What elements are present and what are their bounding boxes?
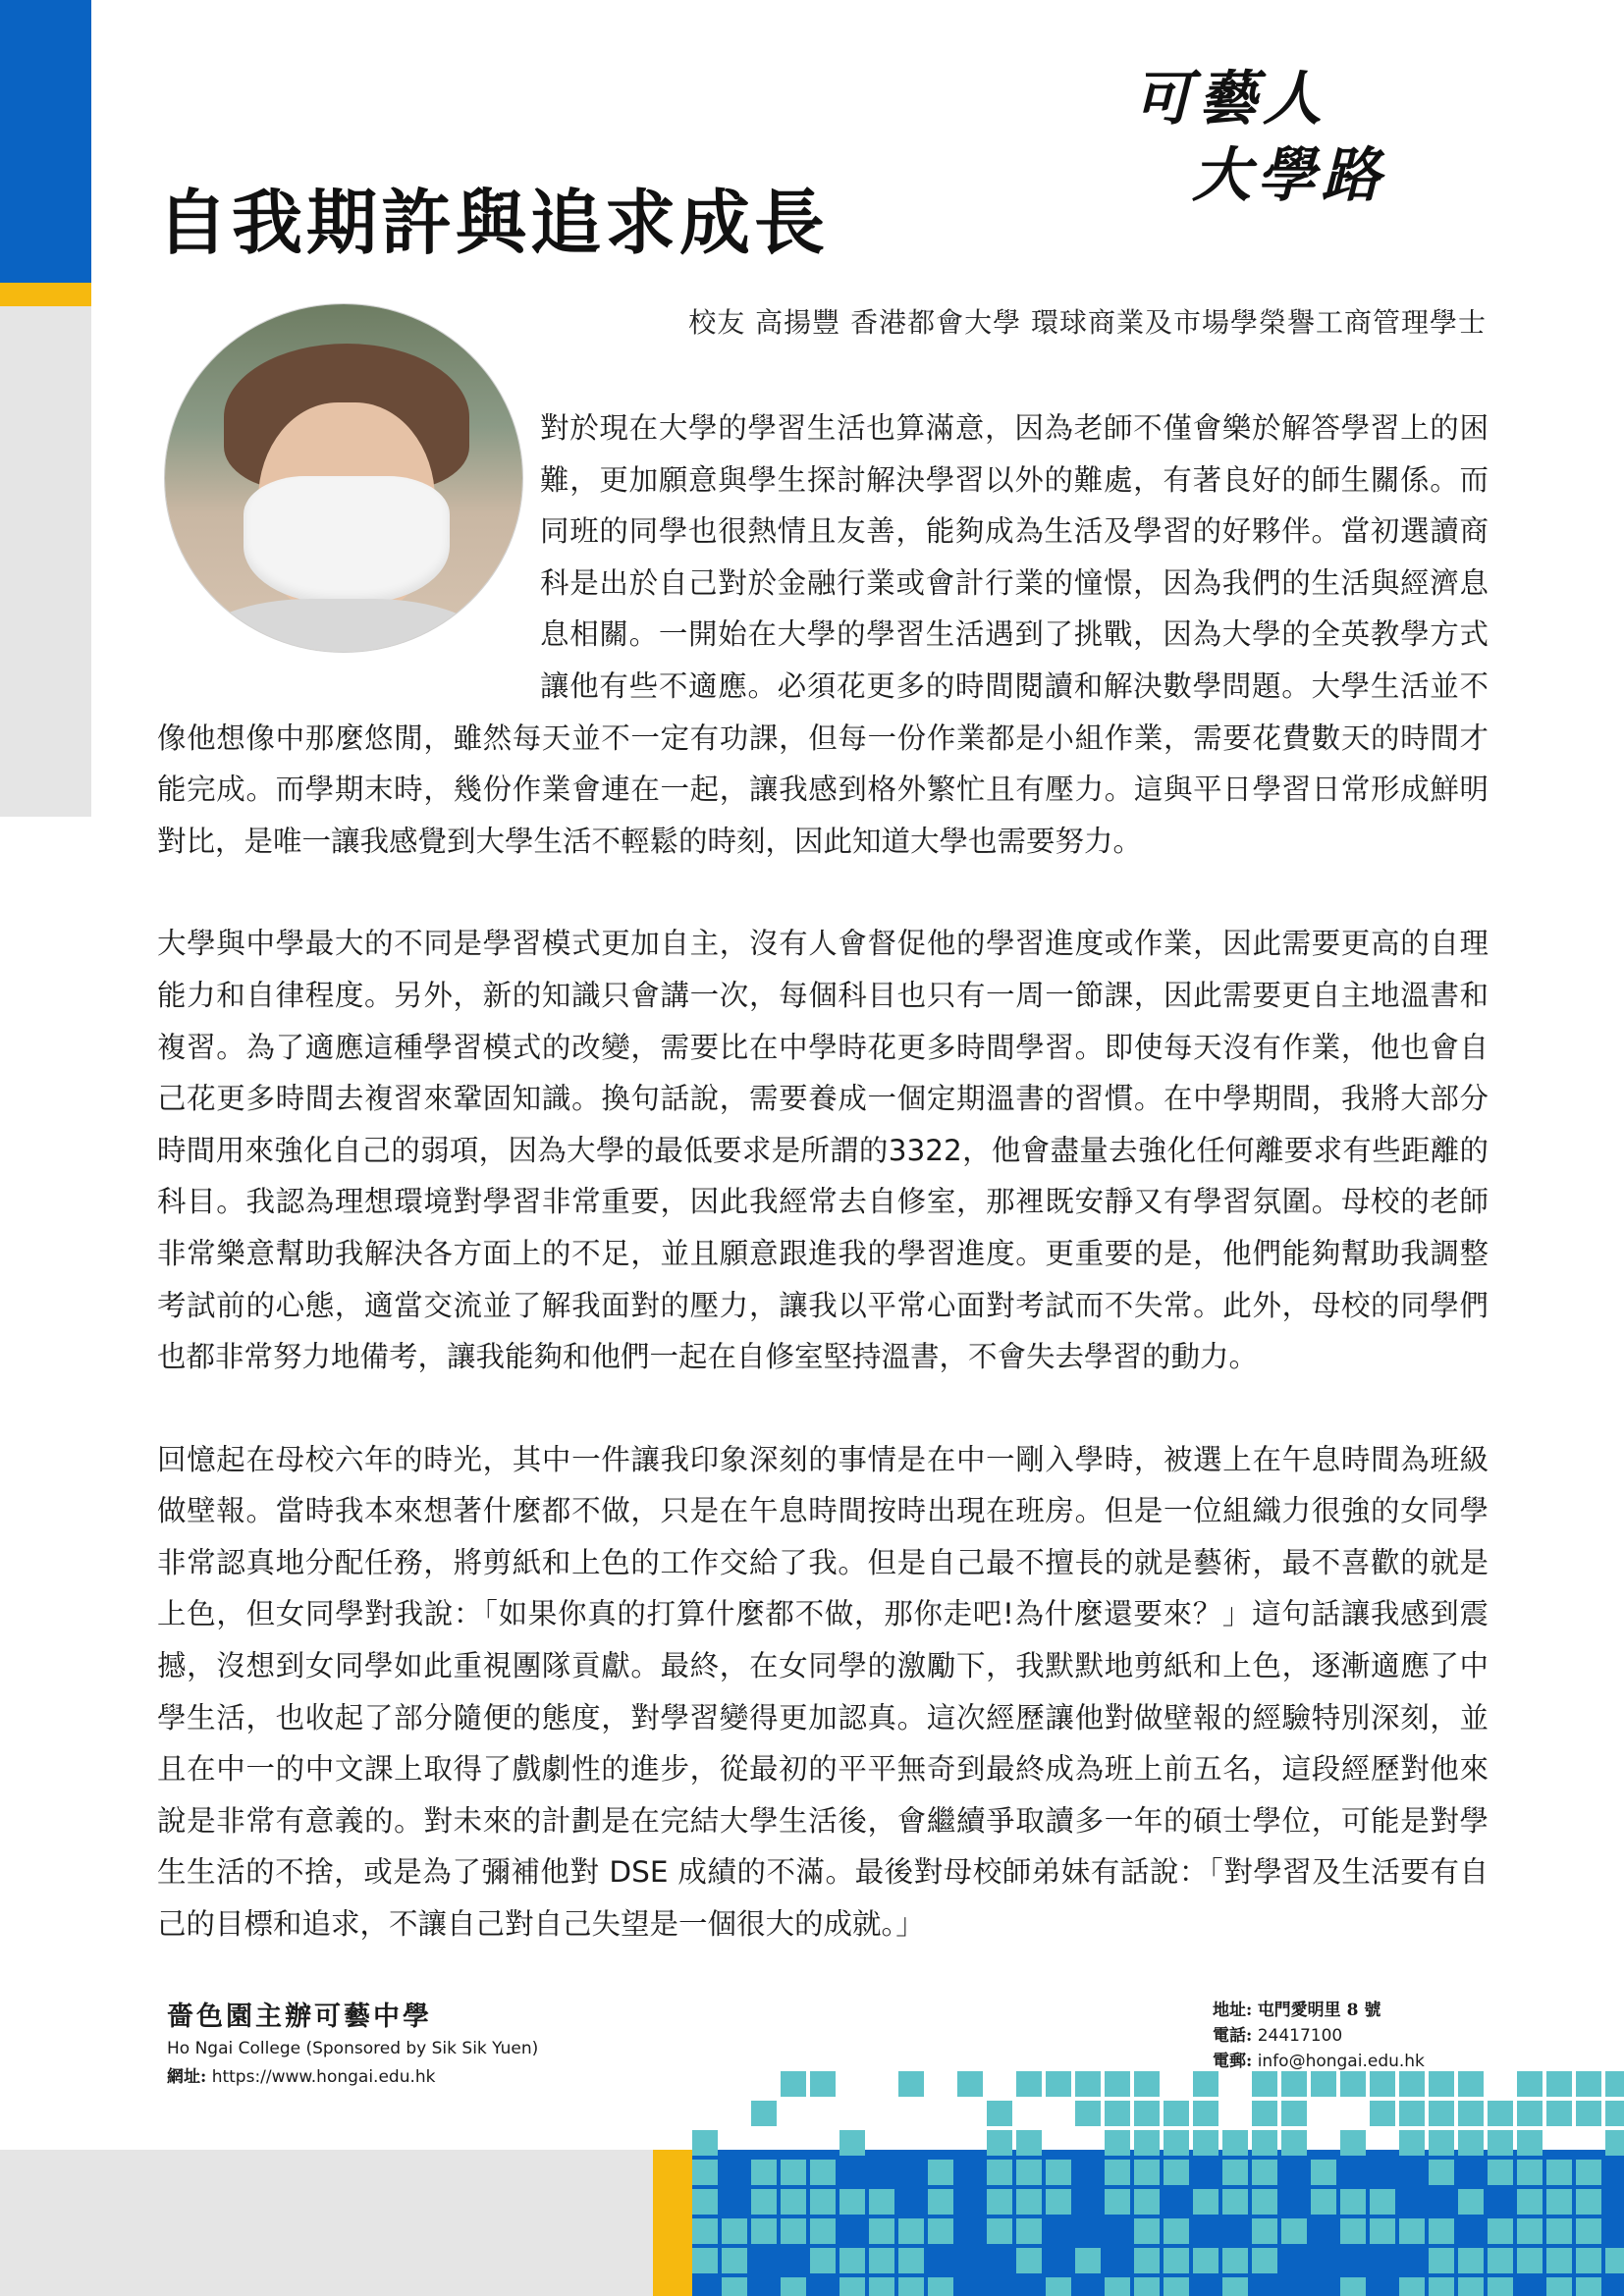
bottom-yellow-band (653, 2150, 692, 2296)
school-website (167, 2062, 756, 2087)
logo-line-2: 大學路 (1192, 141, 1386, 210)
left-grey-bar (0, 306, 91, 817)
website-link[interactable]: https://www.hongai.edu.hk (211, 2067, 436, 2087)
bottom-grey-band (0, 2150, 653, 2296)
footer-school-info (167, 1995, 756, 2087)
phone-label: 電話: (1213, 2026, 1253, 2046)
phone-value: 24417100 (1257, 2026, 1343, 2046)
pixel-mosaic-decoration (692, 2071, 1624, 2296)
article-paragraph-3: 回憶起在母校六年的時光，其中一件讓我印象深刻的事情是在中一剛入學時，被選上在午息時間為班級做壁報。當時我本來想著什麼都不做，只是在午息時間按時出現在班房。但是一位組織力很強的女同學非常認真地分配任務，將剪紙和上色的工作交給了我。但是自己最不擅長的就是藝術，最不喜歡的就是上色，但女同學對我說：「如果你真的打算什麼都不做，那你走吧!為什麼還要來？」這句話讓我感到震撼，沒想到女同學如此重視團隊貢獻。最終，在女同學的激勵下，我默默地剪紙和上色，逐漸適應了中學生活，也收起了部分隨便的態度，對學習變得更加認真。這次經歷讓他對做壁報的經驗特別深刻，並且在中一的中文課上取得了戲劇性的進步，從最初的平平無奇到最終成為班上前五名，這段經歷對他來說是非常有意義的。對未來的計劃是在完結大學生活後，會繼續爭取讀多一年的碩士學位，可能是對學生生活的不捨，或是為了彌補他對 DSE 成績的不滿。最後對母校師弟妹有話說：「對學習及生活要有自己的目標和追求，不讓自己對自己失望是一個很大的成就。」 (157, 1442, 1489, 1942)
email-link[interactable]: info@hongai.edu.hk (1257, 2052, 1425, 2071)
school-name-zh: 嗇色園主辦可藝中學 (167, 2002, 432, 2032)
address-value: 屯門愛明里 8 號 (1257, 2001, 1381, 2020)
logo-line-1: 可藝人 (1133, 65, 1327, 133)
logo (1133, 65, 1457, 226)
footer-contact-info (1213, 1998, 1527, 2074)
author-byline: 校友 高揚豐 香港都會大學 環球商業及市場學榮譽工商管理學士 (688, 306, 1487, 339)
website-label: 網址: (167, 2067, 207, 2087)
left-yellow-bar (0, 283, 91, 306)
page-title: 自我期許與追求成長 (157, 182, 830, 264)
article-paragraph-2: 大學與中學最大的不同是學習模式更加自主，沒有人會督促他的學習進度或作業，因此需要更高的自理能力和自律程度。另外，新的知識只會講一次，每個科目也只有一周一節課，因此需要更自主地溫書和複習。為了適應這種學習模式的改變，需要比在中學時花更多時間學習。即使每天沒有作業，他也會自己花更多時間去複習來鞏固知識。換句話說，需要養成一個定期溫書的習慣。在中學期間，我將大部分時間用來強化自己的弱項，因為大學的最低要求是所謂的3322，他會盡量去強化任何離要求有些距離的科目。我認為理想環境對學習非常重要，因此我經常去自修室，那裡既安靜又有學習氛圍。母校的老師非常樂意幫助我解決各方面上的不足，並且願意跟進我的學習進度。更重要的是，他們能夠幫助我調整考試前的心態，適當交流並了解我面對的壓力，讓我以平常心面對考試而不失常。此外，母校的同學們也都非常努力地備考，讓我能夠和他們一起在自修室堅持溫書，不會失去學習的動力。 (157, 927, 1489, 1374)
school-name-en: Ho Ngai College (Sponsored by Sik Sik Yuen) (167, 2039, 539, 2058)
email-label: 電郵: (1213, 2052, 1253, 2071)
address-label: 地址: (1213, 2001, 1253, 2020)
article-body (157, 402, 1489, 1950)
article-paragraph-1: 對於現在大學的學習生活也算滿意，因為老師不僅會樂於解答學習上的困難，更加願意與學生探討解決學習以外的難處，有著良好的師生關係。而同班的同學也很熱情且友善，能夠成為生活及學習的好夥伴。當初選讀商科是出於自己對於金融行業或會計行業的憧憬，因為我們的生活與經濟息息相關。一開始在大學的學習生活遇到了挑戰，因為大學的全英教學方式讓他有些不適應。必須花更多的時間閱讀和解決數學問題。大學生活並不像他想像中那麼悠閒，雖然每天並不一定有功課，但每一份作業都是小組作業，需要花費數天的時間才能完成。而學期末時，幾份作業會連在一起，讓我感到格外繁忙且有壓力。這與平日學習日常形成鮮明對比，是唯一讓我感覺到大學生活不輕鬆的時刻，因此知道大學也需要努力。 (157, 411, 1489, 858)
left-blue-bar (0, 0, 91, 283)
